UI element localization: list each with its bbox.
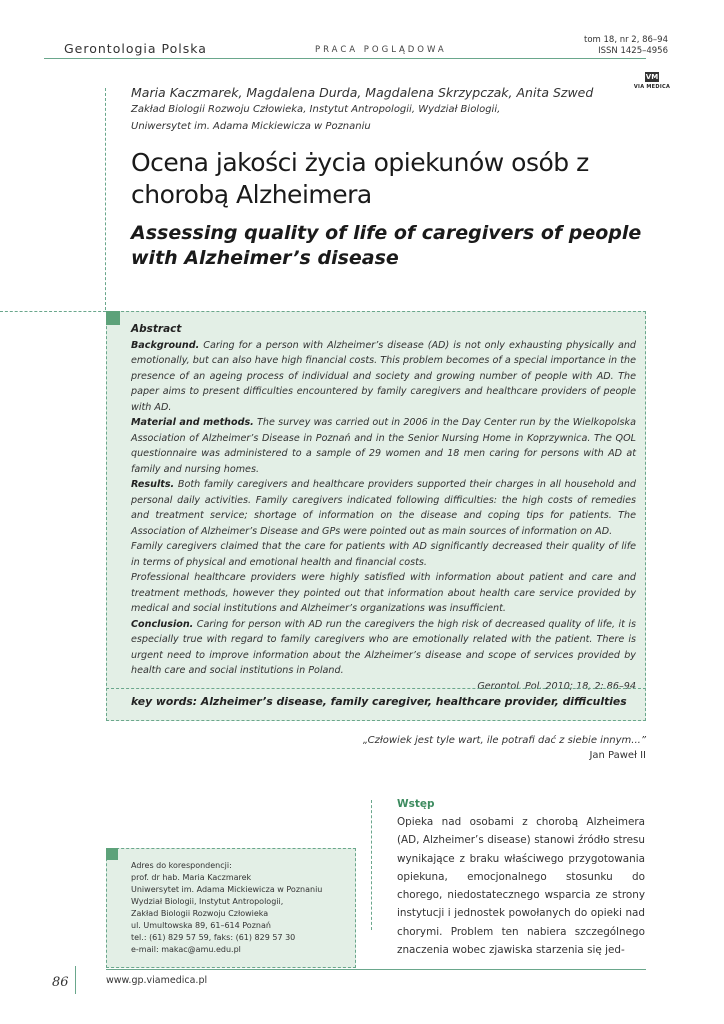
article-title-polish: Ocena jakości życia opiekunów osób z chorobą Alzheimera: [131, 148, 589, 209]
correspondence-line: ul. Umultowska 89, 61–614 Poznań: [131, 921, 271, 930]
keywords-divider: [106, 688, 646, 689]
left-divider: [105, 88, 106, 310]
citation: Gerontol. Pol. 2010; 18, 2: 86–94: [477, 680, 636, 692]
abstract-background: [131, 338, 636, 416]
authors: Maria Kaczmarek, Magdalena Durda, Magdalena Skrzypczak, Anita Szwed: [131, 85, 594, 100]
article-type: PRACA POGLĄDOWA: [315, 45, 447, 55]
journal-website-link[interactable]: www.gp.viamedica.pl: [106, 975, 208, 986]
correspondence-corner-marker: [106, 848, 118, 860]
intro-paragraph: Opieka nad osobami z chorobą Alzheimera (AD, Alzheimer’s disease) stanowi źródło stresu wynikające z braku właściwego przygotowania opiekuna, emocjonalnego stosunku do chorego, niedostatecznego wsparcia ze strony instytucji i jednostek powołanych do opieki nad chorymi. Problem ten nabiera szczególnego znaczenia wobec zjawiska starzenia się jed-: [397, 816, 645, 957]
correspondence-line: e-mail: makac@amu.edu.pl: [131, 945, 241, 954]
abstract-heading: Abstract: [131, 323, 182, 335]
correspondence-line: tel.: (61) 829 57 59, faks: (61) 829 57 30: [131, 933, 296, 942]
affiliation-line-1: Zakład Biologii Rozwoju Człowieka, Instytut Antropologii, Wydział Biologii,: [131, 104, 501, 115]
correspondence-line: Uniwersytet im. Adama Mickiewicza w Poznaniu: [131, 885, 323, 894]
abstract-conclusion: [131, 617, 636, 679]
correspondence-line: Zakład Biologii Rozwoju Człowieka: [131, 909, 269, 918]
abstract-results-2: Family caregivers claimed that the care for patients with AD significantly decreased their quality of life in terms of physical and emotional health and financial costs.: [131, 541, 636, 568]
methods-text: The survey was carried out in 2006 in the Day Center run by the Wielkopolska Association of Alzheimer’s Disease in Poznań and in the Senior Nursing Home in Koprzywnica. The QOL questionnaire was administered to a sample of 29 women and 18 men caring for persons with AD at family and nursing homes.: [131, 417, 636, 475]
results-label: Results.: [131, 479, 175, 490]
publisher-logo: [632, 64, 672, 90]
intro-heading: Wstęp: [397, 798, 435, 810]
correspondence-line: Adres do korespondencji:: [131, 861, 232, 870]
volume-info: tom 18, nr 2, 86–94: [583, 35, 668, 45]
correspondence-line: Wydział Biologii, Instytut Antropologii,: [131, 897, 284, 906]
footer-divider: [106, 969, 646, 970]
correspondence-address: [131, 860, 322, 956]
intro-divider: [371, 800, 372, 930]
affiliation-line-2: Uniwersytet im. Adama Mickiewicza w Poznaniu: [131, 121, 371, 132]
publisher-logo-text: VIA MEDICA: [633, 84, 671, 90]
abstract-results: [131, 477, 636, 539]
conclusion-label: Conclusion.: [131, 618, 194, 630]
intro-text: [397, 813, 645, 959]
results-text: Both family caregivers and healthcare providers supported their charges in all household and personal daily activities. Family caregivers indicated following difficulties: the high costs of remedies and treatment service; shortage of information on the disease and coping tips for patients. The Association of Alzheimer’s Disease and GPs were pointed out as main sources of information on AD.: [131, 479, 636, 537]
keywords: key words: Alzheimer’s disease, family caregiver, healthcare provider, difficulties: [131, 695, 627, 708]
abstract-results-3: Professional healthcare providers were highly satisfied with information about patient and care and treatment methods, however they pointed out that information about health care service provided by medical and social institutions and Alzheimer’s organizations was insufficient.: [131, 572, 636, 614]
conclusion-text: Caring for person with AD run the caregivers the high risk of decreased quality of life, it is especially true with regard to family caregivers who are emotionally related with the patient. There is urgent need to improve information about the Alzheimer’s disease and scope of services provided by health care and social institutions in Poland.: [131, 618, 636, 676]
background-label: Background.: [131, 339, 200, 351]
background-text: Caring for a person with Alzheimer’s disease (AD) is not only exhausting physically and emotionally, but can also have high financial costs. This problem becomes of a special importance in the presence of an ageing process of individual and society and growing number of people with AD. The paper aims to present difficulties encountered by family caregivers and healthcare providers of people with AD.: [131, 339, 636, 413]
page-number: 86: [52, 975, 69, 990]
abstract-corner-marker: [106, 311, 120, 325]
abstract-divider: [0, 311, 106, 312]
article-title-english: Assessing quality of life of caregivers of people with Alzheimer’s disease: [131, 222, 642, 269]
publisher-logo-mark: VM: [645, 73, 659, 81]
motto-author: Jan Paweł II: [589, 750, 646, 761]
issn-info: ISSN 1425–4956: [598, 46, 668, 56]
footer-divider-vertical: [75, 966, 76, 994]
motto-quote: „Człowiek jest tyle wart, ile potrafi dać z siebie innym...”: [362, 735, 646, 746]
journal-name: Gerontologia Polska: [64, 41, 207, 56]
abstract-methods: [131, 415, 636, 477]
correspondence-line: prof. dr hab. Maria Kaczmarek: [131, 873, 252, 882]
abstract: [131, 322, 636, 694]
header-divider: [44, 58, 646, 59]
methods-label: Material and methods.: [131, 417, 254, 428]
